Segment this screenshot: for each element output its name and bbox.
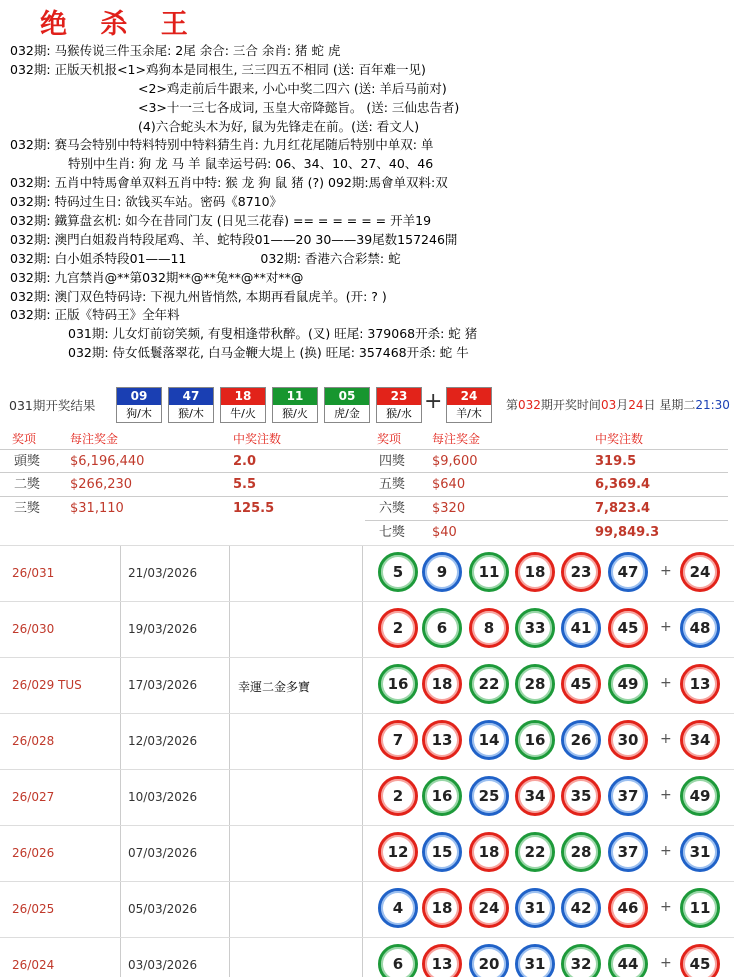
prediction-line [10, 118, 730, 137]
draw-number: 26/024 [12, 958, 55, 972]
prediction-line [10, 344, 730, 363]
lottery-ball: 20 [469, 944, 509, 977]
prize-count: 5.5 [233, 477, 257, 492]
prediction-line [10, 288, 730, 307]
prediction-list [10, 42, 730, 363]
prediction-period: 032期: [10, 137, 51, 153]
column-divider [229, 602, 230, 657]
next-mid: 期开奖时间 [540, 398, 601, 412]
column-divider [120, 546, 121, 601]
draw-number: 26/027 [12, 790, 55, 804]
prize-amount: $40 [432, 525, 457, 540]
result-ball-number: 24 [447, 388, 491, 405]
prediction-period: 032期: [10, 43, 51, 58]
prize-table [0, 425, 728, 545]
draw-row [0, 769, 734, 825]
prize-amount: $9,600 [432, 454, 478, 469]
lottery-ball: 37 [608, 776, 648, 816]
prize-count: 99,849.3 [595, 525, 660, 540]
lottery-ball: 15 [422, 832, 462, 872]
draw-note: 幸運二金多寶 [238, 680, 311, 694]
prediction-text: <2>鸡走前后牛跟来, 小心中奖二四六 (送: 羊后马前对) [138, 80, 447, 96]
draw-history [0, 545, 734, 977]
column-divider [120, 602, 121, 657]
lottery-ball: 2 [378, 608, 418, 648]
prediction-line [10, 42, 730, 61]
special-ball: 24 [680, 552, 720, 592]
lottery-ball: 18 [422, 664, 462, 704]
column-divider [229, 882, 230, 937]
plus-sign: + [660, 955, 672, 971]
prediction-period: 032期: [10, 213, 51, 229]
lottery-ball: 7 [378, 720, 418, 760]
lottery-ball: 23 [561, 552, 601, 592]
draw-number: 26/028 [12, 734, 55, 748]
result-label: 031期开奖结果 [9, 398, 96, 413]
prediction-period: 032期: [10, 175, 51, 191]
plus-sign: + [660, 619, 672, 635]
column-divider [362, 938, 363, 977]
draw-number: 26/026 [12, 846, 55, 860]
prediction-text: 正版《特码王》全年料 [54, 307, 180, 323]
lottery-ball: 33 [515, 608, 555, 648]
prediction-text: 特别中生肖: 狗 龙 马 羊 鼠幸运号码: 06、34、10、27、40、46 [68, 156, 434, 172]
prediction-text: 鐵算盘玄机: 如今在昔同门友 (日见三花春) == = = = = = 开羊19 [54, 213, 432, 229]
prediction-line [10, 155, 730, 174]
lottery-ball: 5 [378, 552, 418, 592]
column-divider [120, 938, 121, 977]
lottery-ball: 22 [515, 832, 555, 872]
draw-number: 26/029 TUS [12, 678, 82, 692]
prize-amount: $320 [432, 501, 466, 516]
prediction-period: 032期: [10, 250, 51, 266]
lottery-ball: 45 [608, 608, 648, 648]
prize-row [365, 472, 728, 495]
result-ball [116, 387, 162, 423]
lottery-ball: 25 [469, 776, 509, 816]
lottery-ball: 47 [608, 552, 648, 592]
column-divider [362, 658, 363, 713]
plus-sign: + [660, 563, 672, 579]
result-ball-zodiac: 猴/火 [282, 407, 308, 420]
prediction-line [10, 99, 730, 118]
draw-row [0, 713, 734, 769]
lottery-ball: 6 [422, 608, 462, 648]
prize-name: 五獎 [379, 477, 406, 492]
lottery-ball: 46 [608, 888, 648, 928]
lottery-ball: 16 [515, 720, 555, 760]
prize-name: 頭獎 [14, 454, 41, 469]
lottery-ball: 18 [422, 888, 462, 928]
lottery-ball: 45 [561, 664, 601, 704]
result-ball-number: 23 [377, 388, 421, 405]
prediction-line [10, 174, 730, 193]
next-day: 24 [628, 398, 644, 412]
result-ball [324, 387, 370, 423]
prediction-text: 九宫禁肖@**第032期**@**兔**@**对**@ [54, 269, 304, 285]
result-ball-number: 11 [273, 388, 317, 405]
result-ball-number: 18 [221, 388, 265, 405]
prize-amount: $266,230 [70, 477, 133, 492]
prediction-text: 032期: 侍女低鬟落翠花, 白马金鞭大堤上 (换) 旺尾: 357468开杀: 蛇 牛 [68, 345, 469, 361]
lottery-ball: 31 [515, 888, 555, 928]
prize-name: 四獎 [379, 454, 406, 469]
prediction-period: 032期: [10, 269, 51, 285]
lottery-ball: 14 [469, 720, 509, 760]
result-ball [168, 387, 214, 423]
prize-row [0, 472, 365, 495]
result-ball-zodiac: 猴/水 [386, 407, 412, 420]
prediction-text-secondary: 032期: 香港六合彩禁: 蛇 [260, 250, 401, 266]
prediction-text: 正版天机报<1>鸡狗本是同根生, 三三四五不相同 (送: 百年难一见) [54, 61, 426, 77]
prediction-line [10, 61, 730, 80]
next-month: 03 [600, 398, 617, 412]
column-divider [229, 546, 230, 601]
lottery-ball: 18 [469, 832, 509, 872]
next-time: 21:30 [695, 398, 730, 412]
plus-sign: + [660, 731, 672, 747]
result-ball-zodiac: 猴/木 [178, 407, 204, 420]
result-bar [0, 385, 734, 425]
special-ball: 11 [680, 888, 720, 928]
lottery-ball: 13 [422, 720, 462, 760]
result-ball-number: 09 [117, 388, 161, 405]
lottery-ball: 12 [378, 832, 418, 872]
prediction-line [10, 212, 730, 231]
lottery-ball: 49 [608, 664, 648, 704]
prize-amount: $31,110 [70, 501, 124, 516]
special-ball: 48 [680, 608, 720, 648]
lottery-ball: 16 [378, 664, 418, 704]
column-divider [362, 882, 363, 937]
prediction-text: 马猴传说三件玉余尾: 2尾 余合: 三合 余肖: 猪 蛇 虎 [54, 43, 341, 58]
result-ball-zodiac: 牛/火 [230, 407, 256, 420]
prediction-text: 五肖中特馬會单双料五肖中特: 猴 龙 狗 鼠 猪 (?) 092期:馬會单双料:双 [54, 175, 448, 191]
lottery-ball: 35 [561, 776, 601, 816]
result-ball [220, 387, 266, 423]
prediction-line [10, 306, 730, 325]
column-divider [362, 770, 363, 825]
result-ball-zodiac: 虎/金 [334, 407, 360, 420]
draw-number: 26/031 [12, 566, 55, 580]
lottery-ball: 41 [561, 608, 601, 648]
plus-sign: + [660, 675, 672, 691]
lottery-ball: 16 [422, 776, 462, 816]
result-special-ball [446, 387, 492, 423]
result-ball-number: 05 [325, 388, 369, 405]
prize-row [365, 449, 728, 472]
column-divider [120, 882, 121, 937]
plus-sign: + [424, 389, 443, 414]
column-divider [362, 826, 363, 881]
draw-date: 19/03/2026 [128, 622, 198, 636]
prediction-line [10, 231, 730, 250]
lottery-ball: 6 [378, 944, 418, 977]
draw-row [0, 881, 734, 937]
prediction-line [10, 325, 730, 344]
prize-count: 7,823.4 [595, 501, 651, 516]
prediction-line [10, 250, 730, 269]
result-ball [272, 387, 318, 423]
next-day-unit: 日 星期二 [643, 398, 696, 412]
result-ball [376, 387, 422, 423]
prediction-period: 032期: [10, 231, 51, 247]
column-divider [362, 602, 363, 657]
special-ball: 34 [680, 720, 720, 760]
draw-row [0, 937, 734, 977]
prize-count: 319.5 [595, 454, 637, 469]
draw-date: 12/03/2026 [128, 734, 198, 748]
prize-row [365, 520, 728, 543]
prediction-text: 澳门双色特码诗: 下视九州皆悄然, 本期再看鼠虎羊。(开: ? ) [54, 288, 387, 304]
header-count-2: 中奖注数 [595, 432, 644, 446]
plus-sign: + [660, 899, 672, 915]
result-ball-zodiac: 羊/木 [456, 407, 482, 420]
prize-name: 二獎 [14, 477, 41, 492]
prediction-line [10, 269, 730, 288]
prediction-text: <3>十一三七各成词, 玉皇大帝降懿旨。 (送: 三仙忠告者) [138, 99, 460, 115]
lottery-ball: 28 [561, 832, 601, 872]
prize-name: 六獎 [379, 501, 406, 516]
prediction-text: 031期: 儿女灯前窃笑频, 有叟相逢带秋醉。(叉) 旺尾: 379068开杀: 蛇 猪 [68, 326, 478, 342]
lottery-ball: 24 [469, 888, 509, 928]
draw-date: 07/03/2026 [128, 846, 198, 860]
draw-date: 05/03/2026 [128, 902, 198, 916]
prediction-period: 032期: [10, 194, 51, 210]
prize-amount: $6,196,440 [70, 454, 145, 469]
lottery-ball: 34 [515, 776, 555, 816]
page-title: 绝 杀 王 [40, 9, 200, 40]
prediction-text: (4)六合蛇头木为好, 鼠为先锋走在前。(送: 看文人) [138, 118, 420, 134]
column-divider [362, 546, 363, 601]
lottery-ball: 8 [469, 608, 509, 648]
draw-row [0, 825, 734, 881]
column-divider [229, 658, 230, 713]
lottery-ball: 11 [469, 552, 509, 592]
special-ball: 49 [680, 776, 720, 816]
prediction-line [10, 80, 730, 99]
prize-count: 6,369.4 [595, 477, 651, 492]
column-divider [362, 714, 363, 769]
column-divider [229, 714, 230, 769]
lottery-ball: 37 [608, 832, 648, 872]
special-ball: 13 [680, 664, 720, 704]
header-amount: 每注奖金 [70, 432, 119, 446]
prize-count: 125.5 [233, 501, 275, 516]
prediction-period: 032期: [10, 307, 51, 323]
lottery-ball: 22 [469, 664, 509, 704]
plus-sign: + [660, 787, 672, 803]
result-ball-number: 47 [169, 388, 213, 405]
column-divider [120, 770, 121, 825]
prediction-text: 特码过生日: 欲钱买车站。密码《8710》 [54, 194, 283, 210]
lottery-ball: 42 [561, 888, 601, 928]
draw-number: 26/025 [12, 902, 55, 916]
header-amount-2: 每注奖金 [432, 432, 481, 446]
draw-row [0, 657, 734, 713]
draw-number: 26/030 [12, 622, 55, 636]
lottery-ball: 4 [378, 888, 418, 928]
lottery-ball: 9 [422, 552, 462, 592]
special-ball: 31 [680, 832, 720, 872]
draw-date: 21/03/2026 [128, 566, 198, 580]
column-divider [229, 938, 230, 977]
prize-name: 七獎 [379, 525, 406, 540]
header-count: 中奖注数 [233, 432, 282, 446]
lottery-ball: 2 [378, 776, 418, 816]
draw-row [0, 545, 734, 601]
prediction-text: 澳門白姐殺肖特段尾鸡、羊、蛇特段01——20 30——39尾数157246開 [54, 231, 458, 247]
lottery-ball: 32 [561, 944, 601, 977]
prize-name: 三獎 [14, 501, 41, 516]
prediction-text: 赛马会特别中特料特别中特料猜生肖: 九月红花尾随后特别中单双: 单 [54, 137, 434, 153]
prize-amount: $640 [432, 477, 466, 492]
next-prefix: 第 [506, 398, 519, 412]
lottery-ball: 13 [422, 944, 462, 977]
prediction-line [10, 193, 730, 212]
next-month-unit: 月 [616, 398, 629, 412]
prize-count: 2.0 [233, 454, 257, 469]
draw-date: 03/03/2026 [128, 958, 198, 972]
lottery-ball: 18 [515, 552, 555, 592]
lottery-ball: 31 [515, 944, 555, 977]
column-divider [229, 826, 230, 881]
lottery-ball: 30 [608, 720, 648, 760]
lottery-ball: 28 [515, 664, 555, 704]
draw-date: 10/03/2026 [128, 790, 198, 804]
header-prize-2: 奖项 [377, 432, 402, 446]
header-prize: 奖项 [12, 432, 37, 446]
prediction-period: 032期: [10, 288, 51, 304]
draw-row [0, 601, 734, 657]
plus-sign: + [660, 843, 672, 859]
column-divider [120, 826, 121, 881]
next-draw-time [506, 396, 730, 413]
prize-row [0, 449, 365, 472]
next-period: 032 [518, 398, 541, 412]
draw-date: 17/03/2026 [128, 678, 198, 692]
prediction-period: 032期: [10, 61, 51, 77]
prize-row [365, 496, 728, 519]
column-divider [120, 714, 121, 769]
prediction-line [10, 136, 730, 155]
prize-row [0, 496, 365, 519]
column-divider [120, 658, 121, 713]
lottery-ball: 44 [608, 944, 648, 977]
prediction-text: 白小姐杀特段01——11 [54, 250, 187, 266]
result-ball-zodiac: 狗/木 [126, 407, 152, 420]
lottery-ball: 26 [561, 720, 601, 760]
column-divider [229, 770, 230, 825]
special-ball: 45 [680, 944, 720, 977]
